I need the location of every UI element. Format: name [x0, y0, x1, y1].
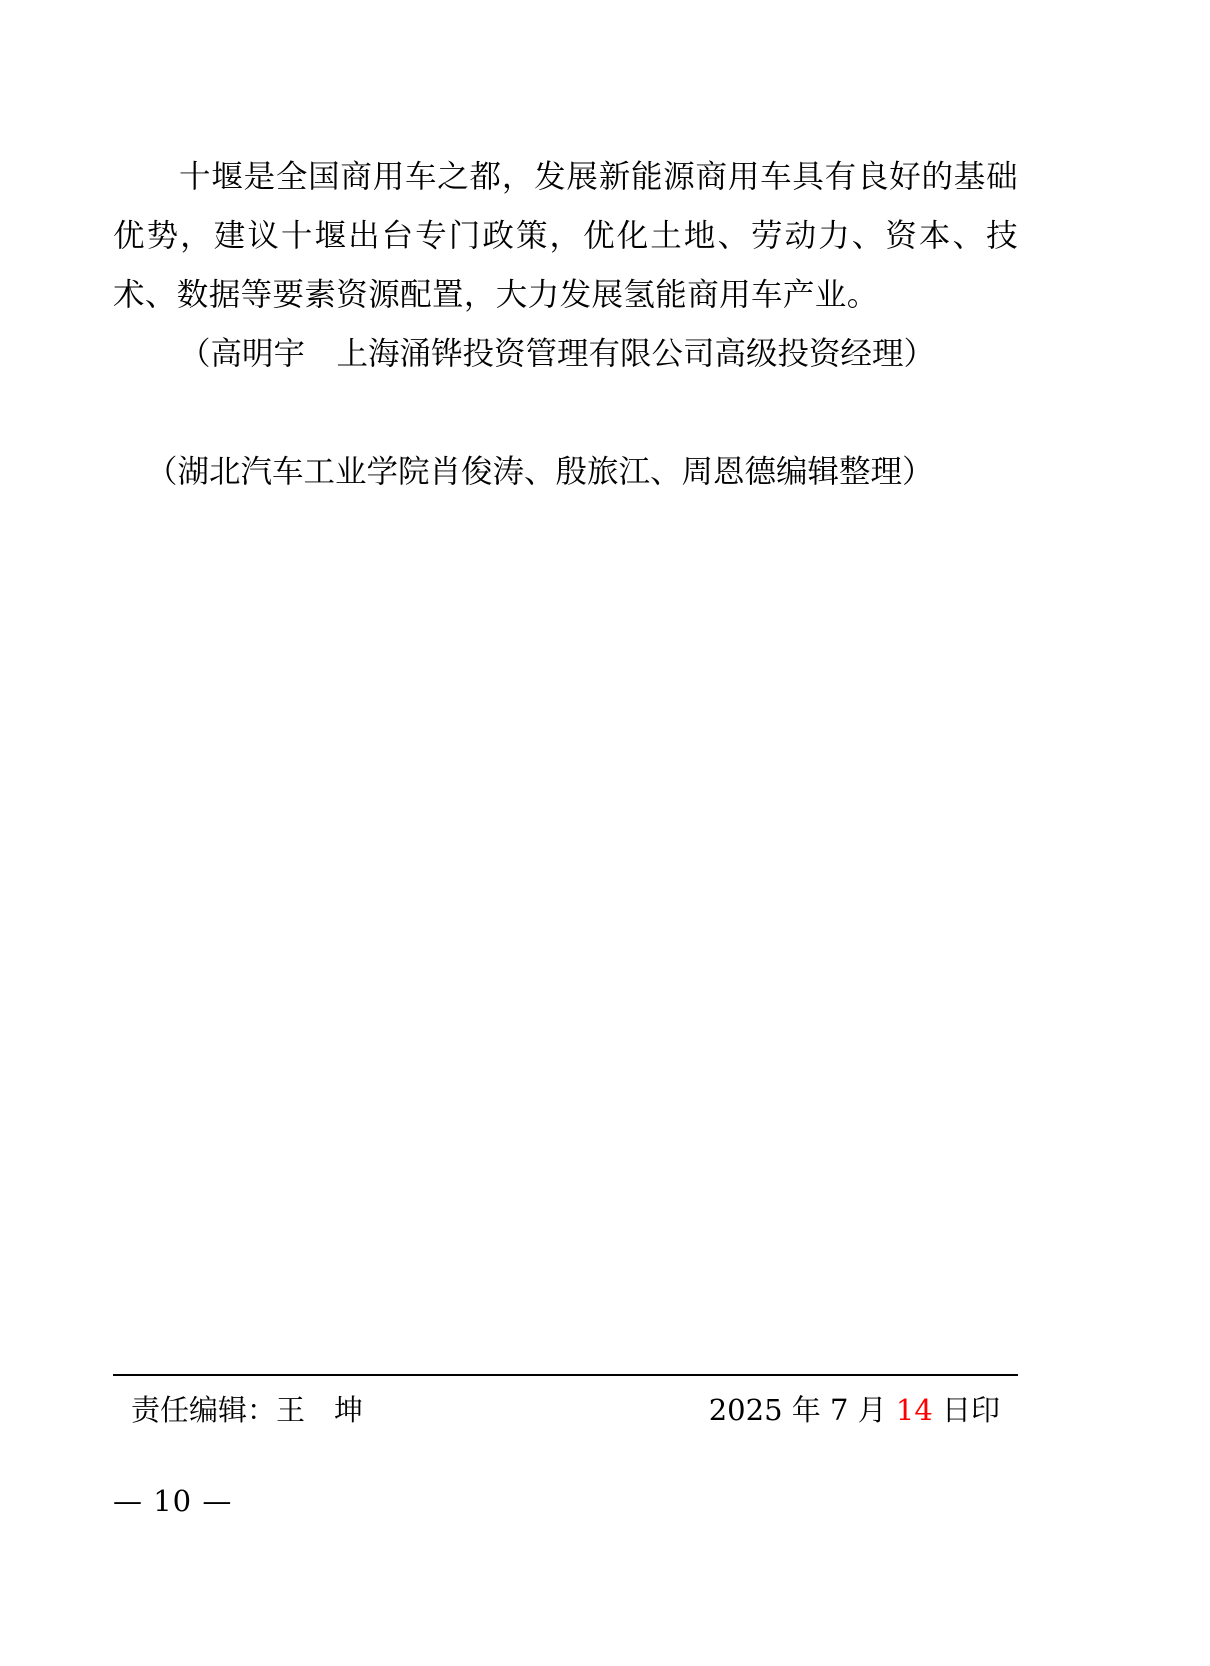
- page-footer: [113, 1374, 1018, 1442]
- paragraph-1: 十堰是全国商用车之都，发展新能源商用车具有良好的基础优势，建议十堰出台专门政策，优化土地、劳动力、资本、技术、数据等要素资源配置，大力发展氢能商用车产业。: [113, 159, 1018, 313]
- print-date-day: 14: [895, 1393, 933, 1427]
- document-body: [113, 148, 1018, 502]
- attribution-line: （高明宇 上海涌铧投资管理有限公司高级投资经理）: [179, 336, 936, 372]
- print-date-prefix: 2025 年 7 月: [708, 1393, 896, 1427]
- print-date: [709, 1388, 1000, 1432]
- editors-line: （湖北汽车工业学院肖俊涛、殷旅江、周恩德编辑整理）: [146, 454, 934, 490]
- footer-row: [113, 1376, 1018, 1442]
- print-date-suffix: 日印: [932, 1393, 1000, 1427]
- spacer: [113, 384, 1018, 443]
- responsible-editor: 责任编辑：王 坤: [131, 1393, 364, 1427]
- page-number: — 10 —: [113, 1484, 233, 1518]
